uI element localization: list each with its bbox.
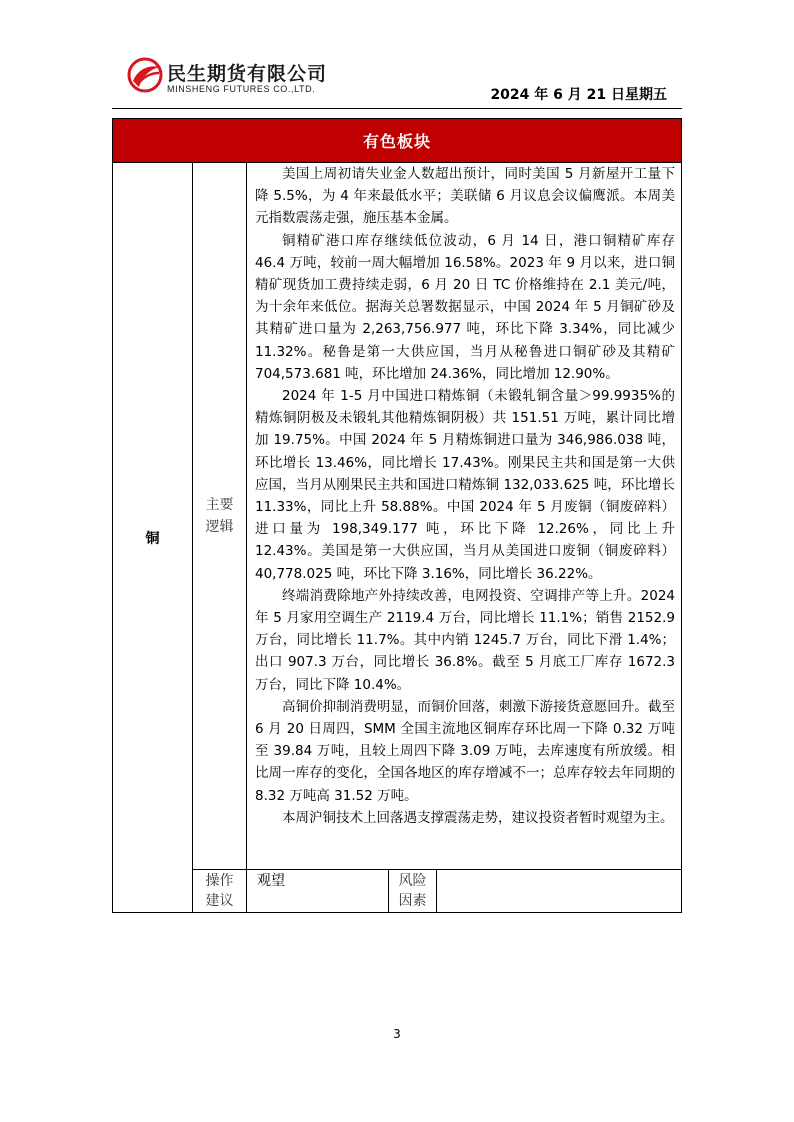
logic-paragraph: 本周沪铜技术上回落遇支撑震荡走势，建议投资者暂时观望为主。 [282,809,674,826]
operation-value: 观望 [247,870,389,913]
logic-paragraph: 美国上周初请失业金人数超出预计，同时美国 5 月新屋开工量下降 5.5%，为 4 年来最低水平；美联储 6 月议息会议偏鹰派。本周美元指数震荡走强，施压基本金属。 [255,166,675,227]
main-logic-content [247,163,681,869]
minsheng-logo-icon [127,57,163,93]
page-header [0,0,794,110]
company-logo [127,57,367,101]
metal-label: 铜 [113,163,193,912]
logic-paragraph: 铜精矿港口库存继续低位波动，6 月 14 日，港口铜精矿库存 46.4 万吨，较前一周大幅增加 16.58%。2023 年 9 月以来，进口铜精矿现货加工费持续走弱，6 月 20 日 TC 价格维持在 2.1 美元/吨，为十余年来低位。据海关总署数据显示，中国 2024 年 5 月铜矿砂及其精矿进口量为 2,263,756.977 吨，环比下降 3.34%，同比减少 11.32%。秘鲁是第一大供应国，当月从秘鲁进口铜矿砂及其精矿 704,573.681 吨，环比增加 24.36%，同比增加 12.90%。 [255,232,675,382]
table-body [112,163,682,913]
report-table [112,118,682,913]
logic-paragraph: 2024 年 1-5 月中国进口精炼铜（未锻轧铜含量＞99.9935%的精炼铜阴极及未锻轧其他精炼铜阴极）共 151.51 万吨，累计同比增加 19.75%。中国 2024 年 5 月精炼铜进口量为 346,986.038 吨，环比增长 13.46%，同比增长 17.43%。刚果民主共和国是第一大供应国，当月从刚果民主共和国进口精炼铜 132,033.625 吨，环比增长 11.33%，同比上升 58.88%。中国 2024 年 5 月废铜（铜废碎料）进口量为 198,349.177 吨，环比下降 12.26%，同比上升 12.43%。美国是第一大供应国，当月从美国进口废铜（铜废碎料）40,778.025 吨，环比下降 3.16%，同比增长 36.22%。 [255,388,675,582]
risk-label-text: 风险因素 [398,873,427,909]
operation-row [193,869,681,912]
main-logic-label [193,163,247,869]
operation-label-text: 操作建议 [205,873,234,909]
company-name-en: MINSHENG FUTURES CO.,LTD. [167,84,316,94]
operation-label [193,870,247,913]
report-date: 2024 年 6 月 21 日星期五 [490,87,667,103]
section-title: 有色板块 [112,118,682,163]
header-divider [112,108,682,109]
logic-paragraph: 高铜价抑制消费明显，而铜价回落，刺激下游接货意愿回升。截至 6 月 20 日周四，SMM 全国主流地区铜库存环比周一下降 0.32 万吨至 39.84 万吨，且较上周四下降 3.09 万吨，去库速度有所放缓。相比周一库存的变化，全国各地区的库存增减不一；总库存较去年同期的 8.32 万吨高 31.52 万吨。 [255,698,675,804]
risk-label [389,870,437,913]
logic-paragraph: 终端消费除地产外持续改善，电网投资、空调排产等上升。2024 年 5 月家用空调生产 2119.4 万台，同比增长 11.1%；销售 2152.9 万台，同比增长 11.7%。其中内销 1245.7 万台，同比下滑 1.4%；出口 907.3 万台，同比增长 36.8%。截至 5 月底工厂库存 1672.3 万台，同比下降 10.4%。 [255,587,675,693]
risk-value [437,870,681,913]
main-logic-label-text: 主要逻辑 [205,497,234,535]
page-number: 3 [393,1027,401,1041]
company-name-cn: 民生期货有限公司 [167,63,328,85]
